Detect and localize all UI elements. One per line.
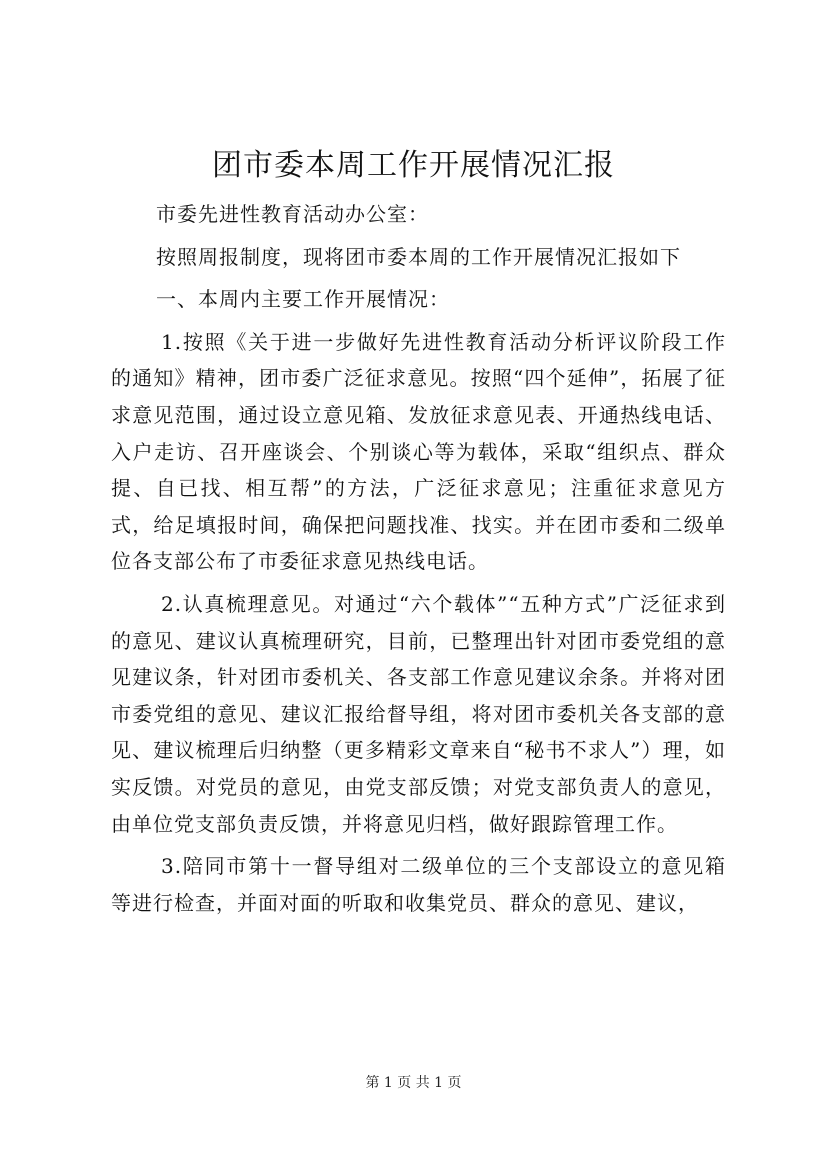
paragraph-3: 3.陪同市第十一督导组对二级单位的三个支部设立的意见箱等进行检查，并面对面的听取和收集党员、群众的意见、建议， (111, 854, 726, 915)
paragraph-2: 2.认真梳理意见。对通过“六个载体”“五种方式”广泛征求到的意见、建议认真梳理研究，目前，已整理出针对团市委党组的意见建议条，针对团市委机关、各支部工作意见建议余条。并将对团市委党组的意见、建议汇报给督导组，将对团市委机关各支部的意见、建议梳理后归纳整（更多精彩文章来自“秘书不求人”）理，如实反馈。对党员的意见，由党支部反馈；对党支部负责人的意见，由单位党支部负责反馈，并将意见归档，做好跟踪管理工作。 (111, 591, 726, 836)
page-footer: 第 1 页 共 1 页 (365, 1075, 462, 1091)
paragraph-1: 1.按照《关于进一步做好先进性教育活动分析评议阶段工作的通知》精神，团市委广泛征求意见。按照“四个延伸”，拓展了征求意见范围，通过设立意见箱、发放征求意见表、开通热线电话、入户走访、召开座谈会、个别谈心等为载体，采取“组织点、群众提、自已找、相互帮”的方法，广泛征求意见；注重征求意见方式，给足填报时间，确保把问题找准、找实。并在团市委和二级单位各支部公布了市委征求意见热线电话。 (111, 329, 726, 574)
document-body (111, 196, 726, 921)
intro-paragraph: 按照周报制度，现将团市委本周的工作开展情况汇报如下 (156, 244, 681, 269)
section-heading: 一、本周内主要工作开展情况： (156, 287, 450, 312)
salutation: 市委先进性教育活动办公室： (156, 202, 429, 226)
document-title: 团市委本周工作开展情况汇报 (212, 148, 615, 183)
